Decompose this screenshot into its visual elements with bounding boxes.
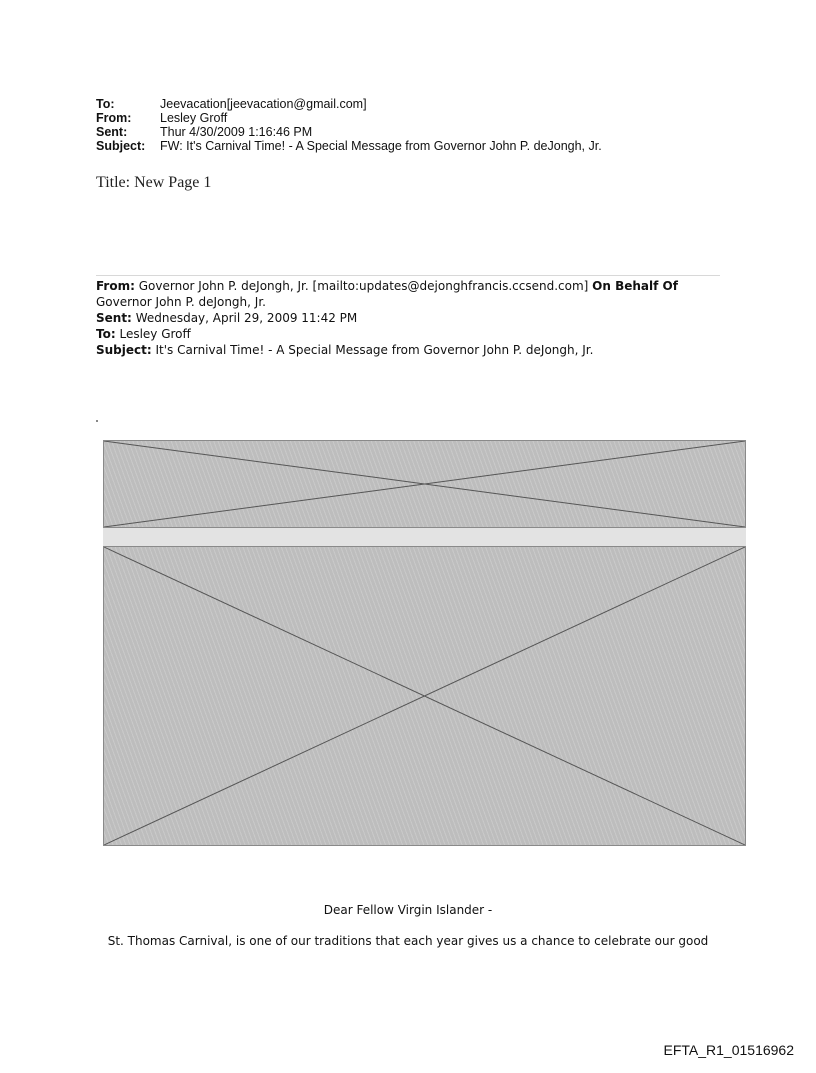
to-value: Jeevacation[jeevacation@gmail.com] (160, 97, 367, 111)
fwd-to-label: To: (96, 327, 116, 341)
fwd-on-behalf-label: On Behalf Of (592, 279, 678, 293)
fwd-to-line (96, 326, 736, 342)
image-spacer (103, 528, 746, 546)
fwd-from-label: From: (96, 279, 135, 293)
to-label: To: (96, 97, 115, 111)
header-subject-row (96, 139, 602, 153)
page-title: Title: New Page 1 (96, 174, 212, 191)
fwd-subject-line (96, 342, 736, 358)
fwd-sent-label: Sent: (96, 311, 132, 325)
forwarded-header (96, 278, 736, 358)
email-header (96, 97, 602, 153)
fwd-sent-line (96, 310, 736, 326)
fwd-from-line (96, 278, 736, 294)
broken-image-banner (103, 440, 746, 528)
fwd-to-value: Lesley Groff (119, 327, 191, 341)
from-value: Lesley Groff (160, 111, 228, 125)
body-greeting: Dear Fellow Virgin Islander - (323, 903, 493, 917)
stray-dot (96, 420, 98, 422)
document-id: EFTA_R1_01516962 (663, 1042, 794, 1058)
header-to-row (96, 97, 602, 111)
subject-value: FW: It's Carnival Time! - A Special Message from Governor John P. deJongh, Jr. (160, 139, 602, 153)
body-paragraph: St. Thomas Carnival, is one of our traditions that each year gives us a chance to celebrate our good (107, 934, 709, 948)
header-from-row (96, 111, 602, 125)
sent-label: Sent: (96, 125, 128, 139)
sent-value: Thur 4/30/2009 1:16:46 PM (160, 125, 313, 139)
fwd-subject-value: It's Carnival Time! - A Special Message from Governor John P. deJongh, Jr. (155, 343, 594, 357)
fwd-subject-label: Subject: (96, 343, 152, 357)
fwd-from-value: Governor John P. deJongh, Jr. [mailto:updates@dejonghfrancis.ccsend.com] (138, 279, 589, 293)
header-sent-row (96, 125, 602, 139)
from-label: From: (96, 111, 132, 125)
fwd-sent-value: Wednesday, April 29, 2009 11:42 PM (135, 311, 358, 325)
fwd-on-behalf-value: Governor John P. deJongh, Jr. (96, 295, 266, 309)
email-images (103, 440, 746, 846)
broken-image-icon (104, 441, 745, 527)
divider (96, 275, 720, 276)
broken-image-main (103, 546, 746, 846)
broken-image-icon (104, 547, 745, 845)
subject-label: Subject: (96, 139, 146, 153)
